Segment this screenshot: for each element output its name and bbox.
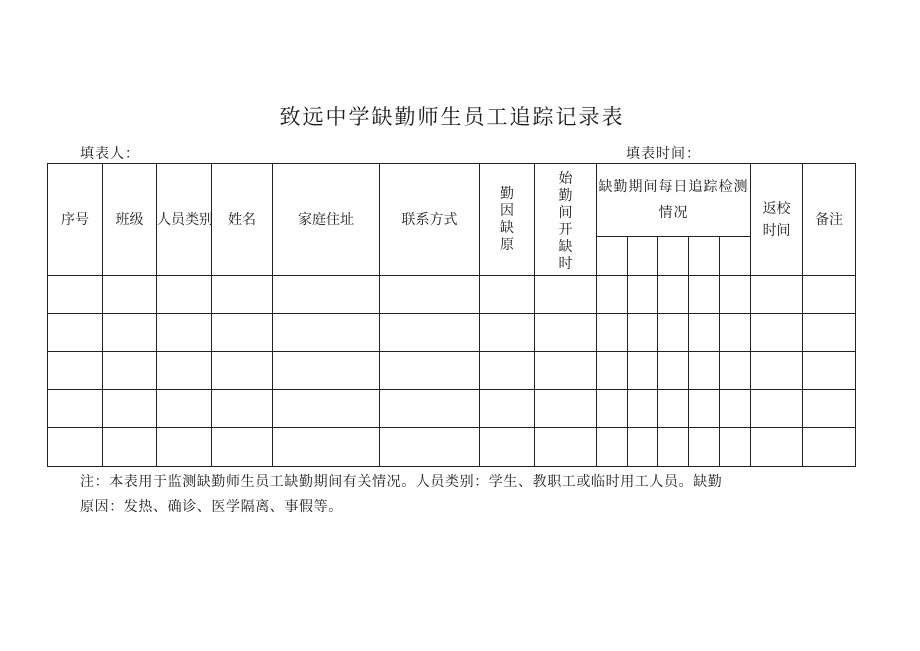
table-cell[interactable]	[751, 314, 803, 352]
table-cell[interactable]	[628, 390, 658, 428]
header-address: 家庭住址	[273, 164, 380, 276]
table-cell[interactable]	[720, 428, 751, 467]
table-cell[interactable]	[658, 390, 689, 428]
table-cell[interactable]	[597, 314, 628, 352]
table-cell[interactable]	[689, 314, 720, 352]
header-class: 班级	[103, 164, 157, 276]
header-contact: 联系方式	[380, 164, 480, 276]
table-cell[interactable]	[597, 276, 628, 314]
table-cell[interactable]	[212, 352, 273, 390]
table-cell[interactable]	[628, 428, 658, 467]
fill-time-label: 填表时间：	[626, 146, 701, 162]
table-row	[48, 390, 856, 428]
table-cell[interactable]	[803, 276, 856, 314]
table-cell[interactable]	[535, 428, 597, 467]
table-cell[interactable]	[380, 390, 480, 428]
table-cell[interactable]	[48, 428, 103, 467]
table-cell[interactable]	[273, 390, 380, 428]
table-cell[interactable]	[212, 314, 273, 352]
table-cell[interactable]	[689, 352, 720, 390]
table-cell[interactable]	[720, 390, 751, 428]
table-cell[interactable]	[380, 428, 480, 467]
table-cell[interactable]	[689, 390, 720, 428]
table-cell[interactable]	[48, 276, 103, 314]
header-row-1	[48, 164, 856, 237]
header-remarks: 备注	[803, 164, 856, 276]
table-cell[interactable]	[157, 352, 212, 390]
table-cell[interactable]	[212, 428, 273, 467]
table-cell[interactable]	[103, 314, 157, 352]
table-cell[interactable]	[803, 352, 856, 390]
table-cell[interactable]	[535, 352, 597, 390]
table-cell[interactable]	[803, 314, 856, 352]
table-cell[interactable]	[658, 314, 689, 352]
table-row	[48, 314, 856, 352]
header-person-type: 人员类别	[157, 164, 212, 276]
table-cell[interactable]	[751, 428, 803, 467]
table-cell[interactable]	[597, 390, 628, 428]
tracking-day-cell[interactable]	[597, 237, 628, 276]
form-title: 致远中学缺勤师生员工追踪记录表	[279, 105, 625, 129]
table-cell[interactable]	[535, 276, 597, 314]
table-row	[48, 352, 856, 390]
table-cell[interactable]	[157, 314, 212, 352]
filler-label: 填表人：	[80, 146, 140, 162]
table-cell[interactable]	[103, 390, 157, 428]
table-cell[interactable]	[380, 276, 480, 314]
table-cell[interactable]	[658, 276, 689, 314]
tracking-day-cell[interactable]	[658, 237, 689, 276]
header-name: 姓名	[212, 164, 273, 276]
footnote-line-1: 注：本表用于监测缺勤师生员工缺勤期间有关情况。人员类别：学生、教职工或临时用工人员。缺勤	[80, 474, 723, 490]
table-cell[interactable]	[535, 314, 597, 352]
header-seq: 序号	[48, 164, 103, 276]
table-cell[interactable]	[480, 390, 535, 428]
table-cell[interactable]	[658, 352, 689, 390]
table-cell[interactable]	[720, 314, 751, 352]
table-cell[interactable]	[273, 276, 380, 314]
table-cell[interactable]	[103, 352, 157, 390]
header-daily-tracking: 缺勤期间每日追踪检测情况	[597, 164, 751, 237]
table-cell[interactable]	[157, 390, 212, 428]
table-cell[interactable]	[480, 428, 535, 467]
table-cell[interactable]	[157, 428, 212, 467]
table-cell[interactable]	[380, 352, 480, 390]
table-cell[interactable]	[751, 352, 803, 390]
table-cell[interactable]	[212, 390, 273, 428]
table-cell[interactable]	[803, 428, 856, 467]
table-cell[interactable]	[480, 352, 535, 390]
table-cell[interactable]	[212, 276, 273, 314]
table-cell[interactable]	[597, 428, 628, 467]
header-return-time: 返校时间	[751, 164, 803, 276]
table-cell[interactable]	[751, 390, 803, 428]
table-cell[interactable]	[48, 390, 103, 428]
table-cell[interactable]	[480, 276, 535, 314]
table-cell[interactable]	[751, 276, 803, 314]
footnote-line-2: 原因：发热、确诊、医学隔离、事假等。	[80, 499, 343, 515]
table-cell[interactable]	[720, 276, 751, 314]
table-cell[interactable]	[380, 314, 480, 352]
table-cell[interactable]	[103, 428, 157, 467]
table-cell[interactable]	[628, 276, 658, 314]
tracking-day-cell[interactable]	[628, 237, 658, 276]
table-cell[interactable]	[658, 428, 689, 467]
table-cell[interactable]	[689, 428, 720, 467]
table-cell[interactable]	[597, 352, 628, 390]
table-cell[interactable]	[480, 314, 535, 352]
footnote	[80, 470, 852, 520]
table-row	[48, 428, 856, 467]
table-cell[interactable]	[48, 352, 103, 390]
table-cell[interactable]	[803, 390, 856, 428]
table-cell[interactable]	[48, 314, 103, 352]
table-row	[48, 276, 856, 314]
tracking-record-table	[47, 163, 856, 467]
table-cell[interactable]	[628, 314, 658, 352]
table-cell[interactable]	[628, 352, 658, 390]
table-cell[interactable]	[689, 276, 720, 314]
table-cell[interactable]	[273, 428, 380, 467]
table-cell[interactable]	[273, 352, 380, 390]
tracking-day-cell[interactable]	[720, 237, 751, 276]
table-cell[interactable]	[273, 314, 380, 352]
table-cell[interactable]	[157, 276, 212, 314]
table-cell[interactable]	[720, 352, 751, 390]
table-cell[interactable]	[103, 276, 157, 314]
header-absence-reason: 勤因缺原	[480, 164, 535, 276]
header-absence-start: 始勤间开缺时	[535, 164, 597, 276]
tracking-day-cell[interactable]	[689, 237, 720, 276]
table-cell[interactable]	[535, 390, 597, 428]
